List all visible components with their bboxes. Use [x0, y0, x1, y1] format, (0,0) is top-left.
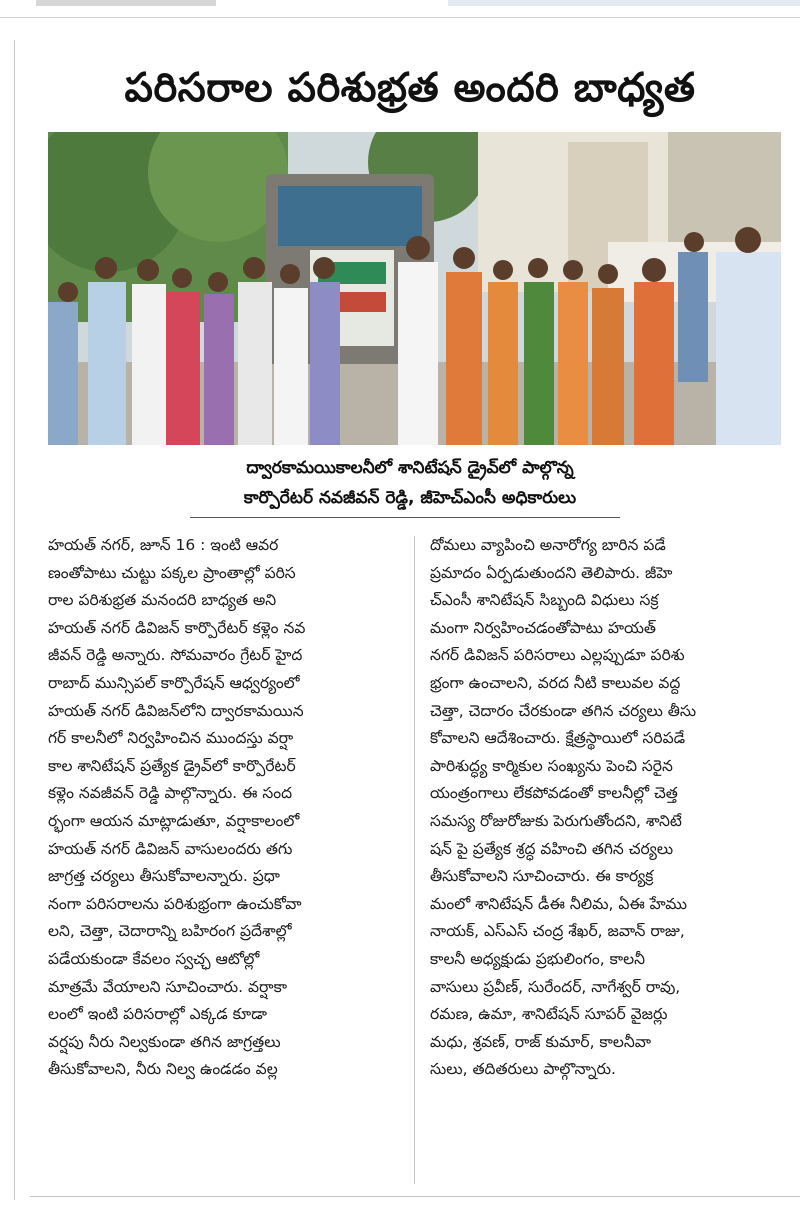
- top-toolbar-strip: [0, 0, 800, 18]
- caption-line: ద్వారకామయికాలనీలో శానిటేషన్ డ్రైవ్‌లో పాల్గొన్న: [246, 458, 574, 478]
- text-line: షన్ పై ప్రత్యేక శ్రద్ధ వహించి తగిన చర్యలు: [430, 839, 674, 858]
- text-line: నంగా పరిసరాలను పరిశుభ్రంగా ఉంచుకోవా: [48, 894, 302, 913]
- text-line: కాల శానిటేషన్ ప్రత్యేక డ్రైవ్‌లో కార్పొరేటర్: [48, 756, 296, 775]
- text-line: నాయక్, ఎస్ఎస్ చంద్ర శేఖర్, జవాన్ రాజు,: [430, 922, 685, 941]
- caption-underline: [190, 517, 620, 518]
- text-line: పారిశుద్ధ్య కార్మికుల సంఖ్యను పెంచి సరైన: [430, 756, 673, 775]
- text-line: రమణ, ఉమా, శానిటేషన్ సూపర్ వైజర్లు: [430, 1005, 668, 1024]
- text-line: ర్భంగా ఆయన మాట్లాడుతూ, వర్షాకాలంలో: [48, 811, 300, 830]
- text-line: పడేయకుండా కేవలం స్వచ్ఛ ఆటోల్లో: [48, 949, 260, 968]
- toolbar-tab: [36, 0, 216, 6]
- text-line: కాలనీ అధ్యక్షుడు ప్రభులింగం, కాలనీ: [430, 949, 645, 968]
- article-column-right: [430, 532, 782, 1084]
- text-line: మంలో శానిటేషన్ డీఈ నీలిమ, ఏఈ హేము: [430, 894, 687, 913]
- caption-line: కార్పొరేటర్ నవజీవన్ రెడ్డి, జీహెచ్ఎంసీ అధికారులు: [243, 488, 577, 508]
- text-line: హయత్ నగర్ డివిజన్ వాసులందరు తగు: [48, 839, 293, 858]
- text-line: సమస్య రోజురోజుకు పెరుగుతోందని, శానిటే: [430, 811, 682, 830]
- text-line: వాసులు ప్రవీణ్, సురేందర్, నాగేశ్వర్ రావు,: [430, 977, 681, 996]
- text-line: లంలో ఇంటి పరిసరాల్లో ఎక్కడ కూడా: [48, 1005, 267, 1024]
- photo-illustration: [48, 132, 781, 445]
- column-divider: [414, 536, 415, 1184]
- toolbar-tab: [448, 0, 800, 6]
- toolbar-divider: [0, 17, 800, 18]
- text-line: మంగా నిర్వహించడంతోపాటు హయత్: [430, 618, 656, 637]
- text-line: యంత్రంగాలు లేకపోవడంతో కాలనీల్లో చెత్త: [430, 784, 678, 803]
- article-headline: పరిసరాల పరిశుభ్రత అందరి బాధ్యత: [124, 65, 696, 111]
- text-line: హయత్ నగర్, జూన్ 16 : ఇంటి ఆవర: [48, 536, 279, 554]
- text-line: కళ్లెం నవజీవన్ రెడ్డి పాల్గొన్నారు. ఈ సంద: [48, 784, 293, 803]
- text-line: మాత్రమే వేయాలని సూచించారు. వర్షాకా: [48, 977, 288, 996]
- text-line: భ్రంగా ఉంచాలని, వరద నీటి కాలువల వద్ద: [430, 673, 681, 692]
- text-line: నగర్ డివిజన్ పరిసరాలు ఎల్లప్పుడూ పరిశు: [430, 646, 685, 665]
- text-line: గర్ కాలనీలో నిర్వహించిన ముందస్తు వర్షా: [48, 729, 294, 748]
- text-line: ప్రమాదం ఏర్పడుతుందని తెలిపారు. జీహె: [430, 563, 673, 582]
- text-line: తీసుకోవాలని సూచించారు. ఈ కార్యక్ర: [430, 867, 654, 886]
- text-line: కోవాలని ఆదేశించారు. క్షేత్రస్థాయిలో సరిపడే: [430, 729, 686, 748]
- text-line: రాబాద్ మున్సిపల్ కార్పొరేషన్ ఆధ్వర్యంలో: [48, 673, 300, 692]
- text-line: జీవన్ రెడ్డి అన్నారు. సోమవారం గ్రేటర్ హైద: [48, 646, 303, 665]
- text-line: రాల పరిశుభ్రత మనందరి బాధ్యత అని: [48, 591, 277, 610]
- text-line: లని, చెత్తా, చెదారాన్ని బహిరంగ ప్రదేశాల్లో: [48, 922, 292, 941]
- text-line: చెత్తా, చెదారం చేరకుండా తగిన చర్యలు తీసు: [430, 701, 697, 720]
- photo-caption: [190, 453, 630, 513]
- article-photo: [48, 132, 781, 445]
- text-line: హయత్ నగర్ డివిజన్‌లోని ద్వారకామయిన: [48, 701, 304, 720]
- margin-rule: [14, 40, 15, 1200]
- text-line: హయత్ నగర్ డివిజన్ కార్పొరేటర్ కళ్లెం నవ: [48, 618, 306, 637]
- text-line: ణంతోపాటు చుట్టు పక్కల ప్రాంతాల్లో పరిస: [48, 563, 296, 582]
- text-line: చ్ఎంసీ శానిటేషన్ సిబ్బంది విధులు సక్ర: [430, 591, 659, 610]
- text-line: తీసుకోవాలని, నీరు నిల్వ ఉండడం వల్ల: [48, 1060, 278, 1079]
- text-line: మధు, శ్రవణ్, రాజ్ కుమార్, కాలనీవా: [430, 1032, 651, 1051]
- text-line: దోమలు వ్యాపించి అనారోగ్య బారిన పడే: [430, 536, 666, 554]
- bottom-rule: [30, 1196, 800, 1197]
- article-column-left: [48, 532, 400, 1084]
- text-line: వర్షపు నీరు నిల్వకుండా తగిన జాగ్రత్తలు: [48, 1032, 281, 1051]
- text-line: సులు, తదితరులు పాల్గొన్నారు.: [430, 1060, 616, 1079]
- text-line: జాగ్రత్త చర్యలు తీసుకోవాలన్నారు. ప్రధా: [48, 867, 280, 886]
